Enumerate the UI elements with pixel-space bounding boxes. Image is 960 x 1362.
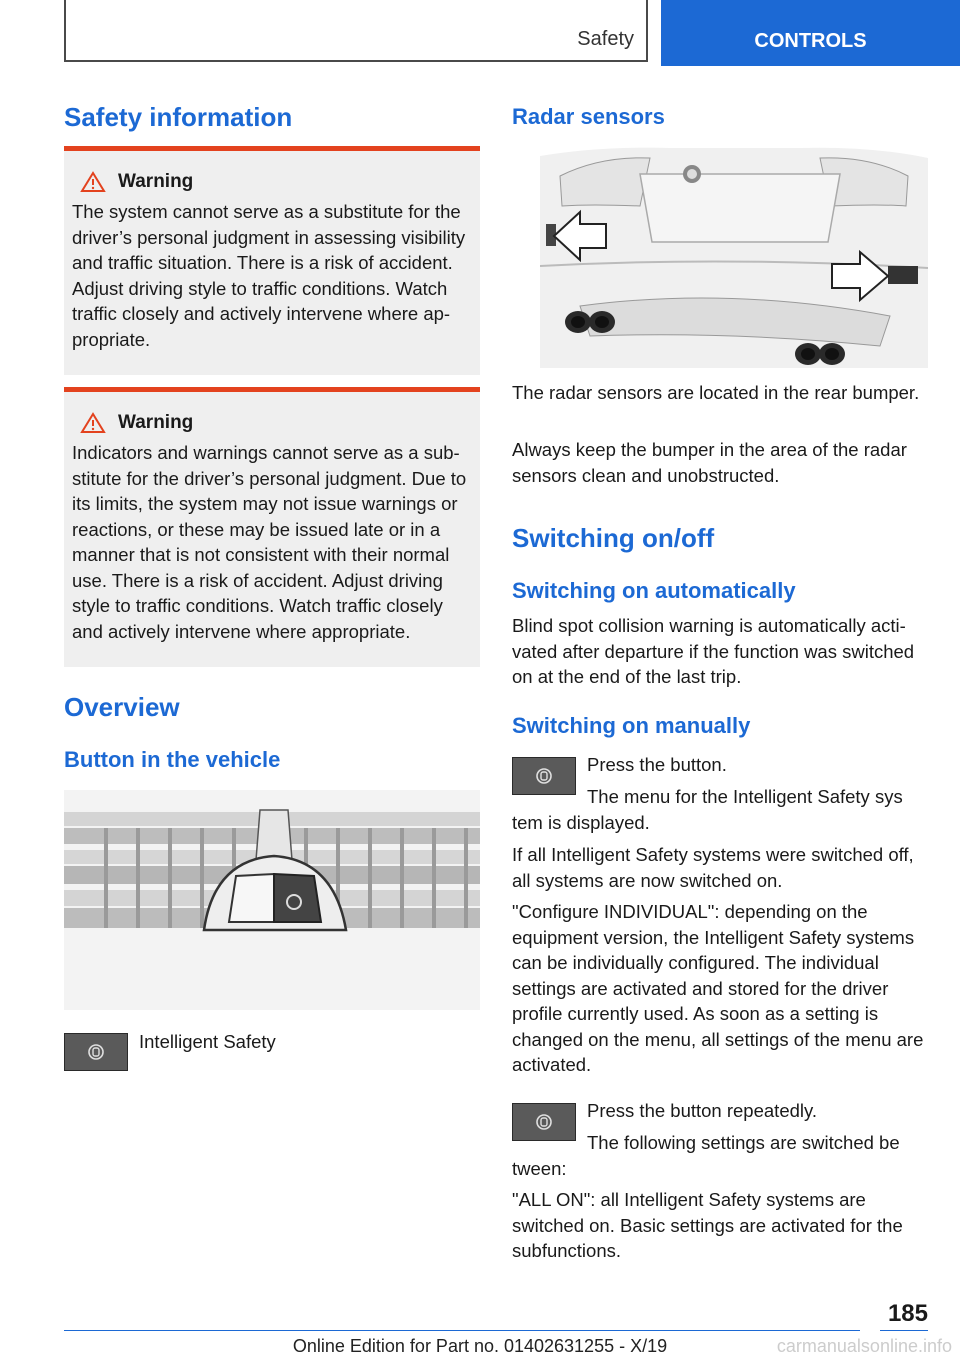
button-caption: Intelligent Safety	[139, 1031, 276, 1052]
intelligent-safety-button-icon	[512, 757, 576, 795]
switching-on-automatically-heading: Switching on automatically	[512, 578, 796, 603]
warning-label-1: Warning	[118, 171, 194, 192]
warning-text-1: The system cannot serve as a substitute for the driver’s personal judgment in assessing visibility and traffic situation. There is a risk of accident. Adjust driving style to traffic conditions. Watch traffic closely and actively intervene where appropriate.	[72, 201, 466, 350]
manual-step-press: Press the button.	[587, 754, 727, 775]
repeat-step-line1: The following settings are switched be	[587, 1132, 900, 1153]
intelligent-safety-button-icon	[512, 1103, 576, 1141]
warning-title-1	[80, 171, 474, 193]
warning-icon	[80, 412, 106, 434]
warning-label-2: Warning	[118, 412, 194, 433]
warning-box-2	[64, 387, 480, 667]
button-in-vehicle-heading: Button in the vehicle	[64, 747, 281, 772]
page-number: 185	[887, 1300, 928, 1327]
radar-clean-text: Always keep the bumper in the area of the radar sensors clean and unobstructed.	[512, 439, 907, 486]
safety-information-heading: Safety information	[64, 102, 293, 132]
radar-location-text: The radar sensors are located in the rear bumper.	[512, 382, 920, 403]
radar-sensors-heading: Radar sensors	[512, 104, 665, 129]
manual-step-menu-line2: tem is displayed.	[512, 812, 650, 833]
footer-divider-right	[880, 1330, 928, 1331]
warning-title-2	[80, 412, 474, 434]
overview-heading: Overview	[64, 692, 180, 722]
watermark: carmanualsonline.info	[776, 1336, 952, 1356]
switching-on-off-heading: Switching on/off	[512, 523, 715, 553]
header-section-title: Safety	[577, 28, 634, 50]
repeat-step-press: Press the button repeatedly.	[587, 1100, 818, 1121]
footer-edition: Online Edition for Part no. 01402631255 - X/19	[292, 1336, 668, 1356]
header-chapter-tab: CONTROLS	[661, 0, 960, 66]
radar-sensors-illustration	[540, 146, 928, 368]
warning-text-2: Indicators and warnings cannot serve as a substitute for the driver’s personal judgment. Due to its limits, the system may not issue warnings or reactions, or these may be issued late or in a manner that is not consistent with their normal use. There is a risk of accident. Adjust driving style to traffic conditions. Watch traffic closely and actively intervene where appropriate.	[72, 442, 467, 642]
configure-individual-text: "Configure INDIVIDUAL": depending on the equipment version, the Intelligent Safety systems can be individually configured. The individual settings are activated and stored for the driver profile currently used. As soon as a setting is changed on the menu, all settings of the menu are activated.	[512, 901, 924, 1075]
automatic-text: Blind spot collision warning is automatically activated after departure if the function was switched on at the end of the last trip.	[512, 615, 915, 687]
repeat-step-line2: tween:	[512, 1158, 567, 1179]
button-in-vehicle-illustration	[64, 790, 480, 1010]
all-on-setting-text: "ALL ON": all Intelligent Safety systems are switched on. Basic settings are activated for the subfunctions.	[512, 1189, 903, 1261]
header-frame	[64, 0, 648, 62]
footer-divider	[64, 1330, 860, 1331]
switching-on-manually-heading: Switching on manually	[512, 713, 751, 738]
manual-step-menu-line1: The menu for the Intelligent Safety sys	[587, 786, 903, 807]
warning-box-1	[64, 146, 480, 375]
warning-icon	[80, 171, 106, 193]
intelligent-safety-button-icon	[64, 1033, 128, 1071]
manual-all-on-text: If all Intelligent Safety systems were switched off, all systems are now switched on.	[512, 844, 914, 891]
